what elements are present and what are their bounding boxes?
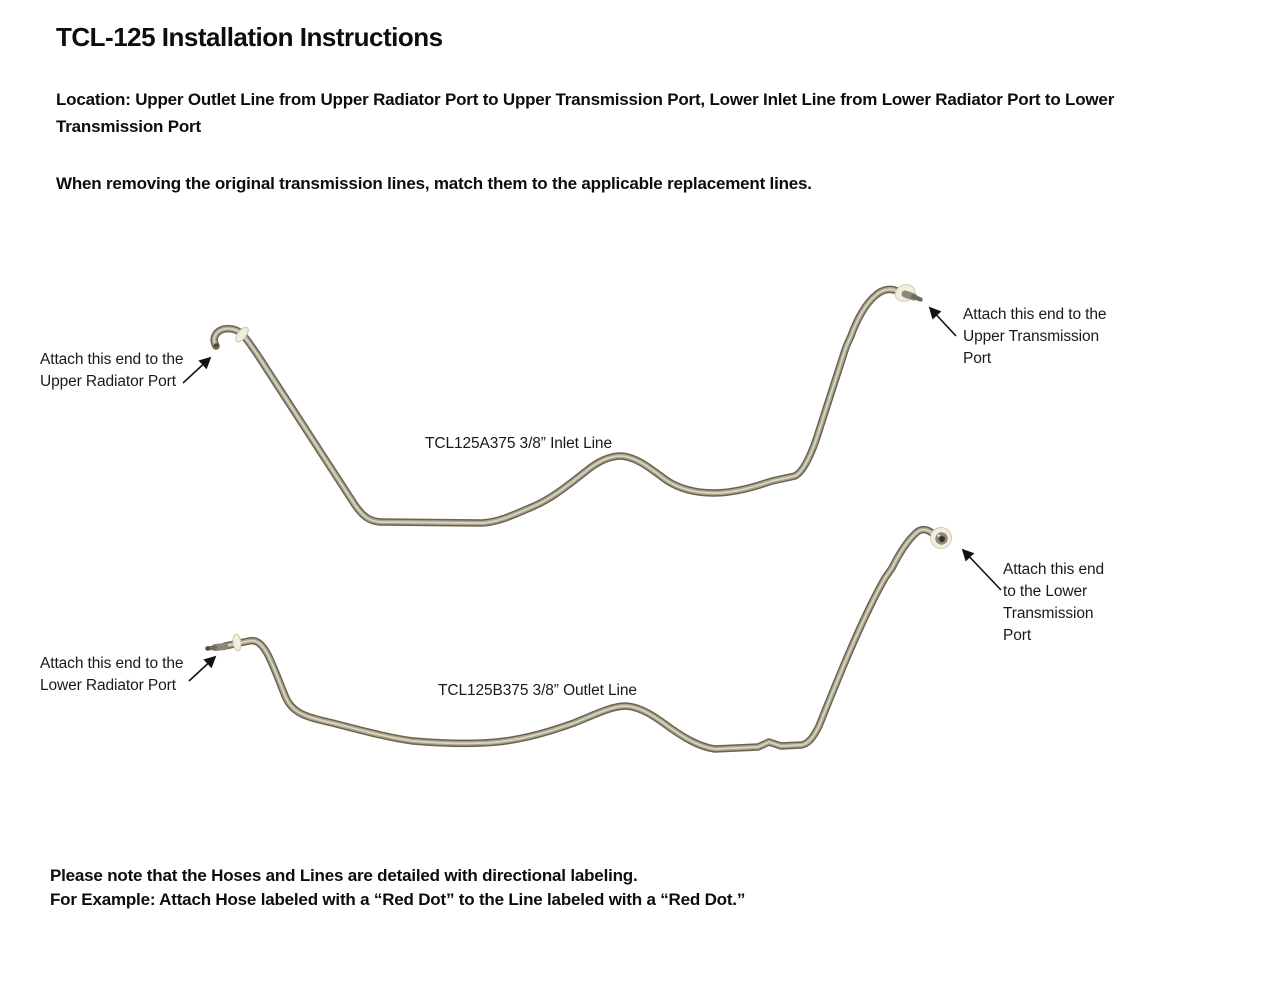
location-heading: Location: Upper Outlet Line from Upper Radiator Port to Upper Transmission Port, Lower Inlet Line from Lower Radiator Port to Lower Transmission Port xyxy=(56,90,1115,136)
page-title: TCL-125 Installation Instructions xyxy=(56,22,443,52)
upper-radiator-annotation xyxy=(40,349,183,393)
upper-radiator-fitting-opening xyxy=(214,343,219,348)
upper-line-part-label: TCL125A375 3/8” Inlet Line xyxy=(425,435,612,452)
annotation-line: Upper Transmission xyxy=(963,328,1100,345)
upper-transmission-annotation xyxy=(963,304,1106,370)
annotation-arrows xyxy=(183,308,1001,681)
annotation-line: Port xyxy=(963,350,992,367)
lower-transmission-arrow-icon xyxy=(963,550,1001,590)
lower-radiator-fitting-ring xyxy=(232,634,242,652)
lower-transmission-annotation xyxy=(1003,559,1104,647)
annotation-line: Lower Radiator Port xyxy=(40,677,176,694)
footer-note-line-2: For Example: Attach Hose labeled with a “Red Dot” to the Line labeled with a “Red Dot.” xyxy=(50,890,746,909)
annotation-line: Upper Radiator Port xyxy=(40,373,176,390)
annotation-line: Attach this end to the xyxy=(963,306,1107,323)
annotation-line: to the Lower xyxy=(1003,583,1088,600)
annotation-line: Attach this end to the xyxy=(40,351,184,368)
lower-radiator-arrow-icon xyxy=(189,657,215,681)
lower-line-part-label: TCL125B375 3/8” Outlet Line xyxy=(438,682,637,699)
lower-radiator-fitting-opening xyxy=(205,646,209,650)
annotation-line: Attach this end xyxy=(1003,561,1105,578)
lower-transmission-fitting-opening xyxy=(939,536,945,542)
annotation-line: Transmission xyxy=(1003,605,1094,622)
footer-note-line-1: Please note that the Hoses and Lines are detailed with directional labeling. xyxy=(50,866,638,885)
upper-inlet-line xyxy=(214,282,921,523)
lower-outlet-tube-shadow xyxy=(225,530,937,749)
lower-outlet-line xyxy=(205,528,951,750)
upper-transmission-fitting-tip xyxy=(913,297,921,300)
annotation-line: Attach this end to the xyxy=(40,655,184,672)
upper-radiator-arrow-icon xyxy=(183,358,210,383)
removal-note: When removing the original transmission lines, match them to the applicable replacement lines. xyxy=(56,174,812,193)
lower-transmission-fitting-glint xyxy=(937,534,940,537)
annotation-line: Port xyxy=(1003,627,1032,644)
upper-inlet-tube-shadow xyxy=(214,289,906,523)
lower-radiator-annotation xyxy=(40,653,183,697)
upper-transmission-arrow-icon xyxy=(930,308,956,336)
